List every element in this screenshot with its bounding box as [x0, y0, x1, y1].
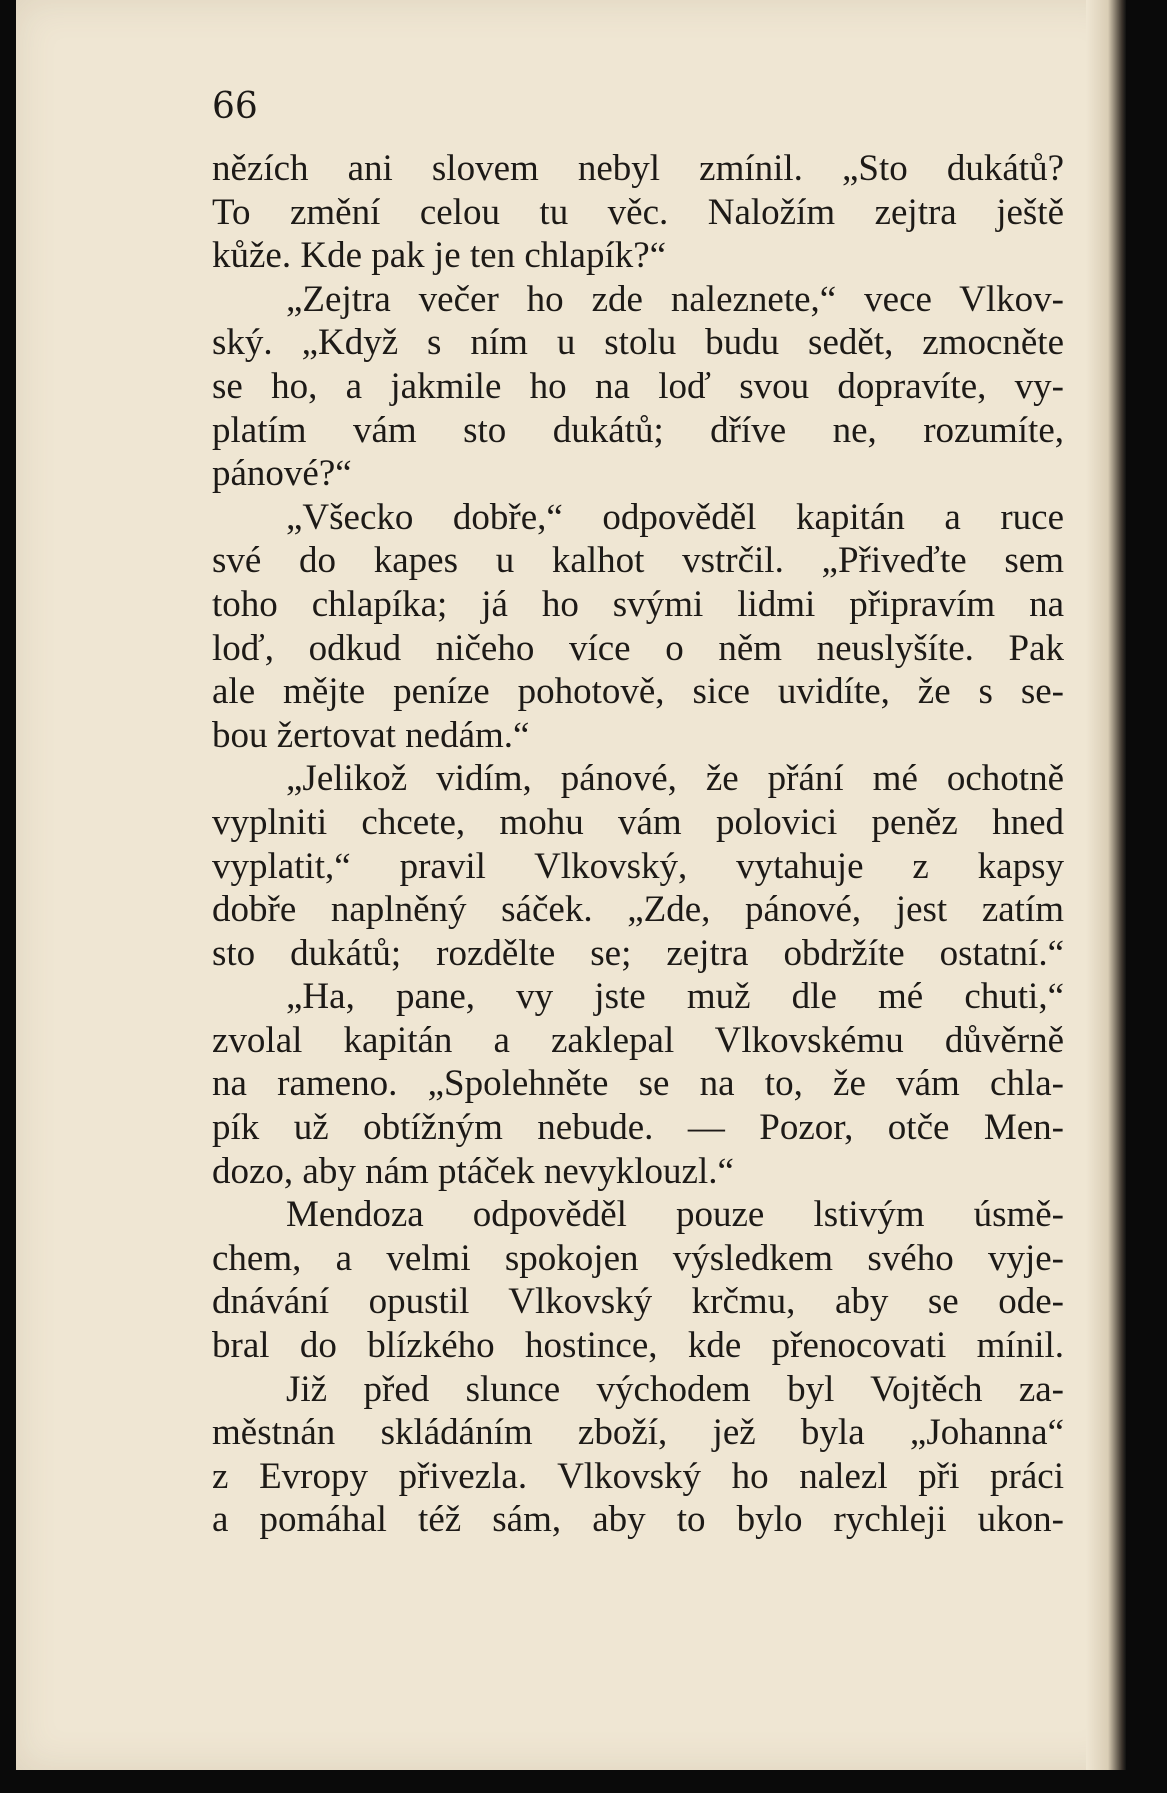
- page-number: 66: [212, 86, 258, 127]
- text-line: chem, a velmi spokojen výsledkem svého vyje-: [212, 1237, 1064, 1279]
- text-line: městnán skládáním zboží, jež byla „Johanna“: [212, 1412, 1064, 1454]
- text-line: vyplatit,“ pravil Vlkovský, vytahuje z kapsy: [212, 845, 1064, 887]
- text-line: se ho, a jakmile ho na loď svou dopravíte, vy-: [212, 365, 1064, 407]
- text-line: To změní celou tu věc. Naložím zejtra ještě: [212, 191, 1064, 233]
- text-line: „Všecko dobře,“ odpověděl kapitán a ruce: [286, 496, 1064, 538]
- text-line: ale mějte peníze pohotově, sice uvidíte, že s se-: [212, 671, 1064, 713]
- text-line: Mendoza odpověděl pouze lstivým úsmě-: [286, 1194, 1064, 1236]
- text-line: bral do blízkého hostince, kde přenocovati mínil.: [212, 1325, 1064, 1367]
- text-line: vyplniti chcete, mohu vám polovici peněz hned: [212, 801, 1064, 843]
- text-line: ský. „Když s ním u stolu budu sedět, zmocněte: [212, 322, 1064, 364]
- text-line: a pomáhal též sám, aby to bylo rychleji ukon-: [212, 1499, 1064, 1541]
- text-line: „Jelikož vidím, pánové, že přání mé ochotně: [286, 758, 1064, 800]
- text-line: pík už obtížným nebude. — Pozor, otče Men-: [212, 1107, 1064, 1149]
- text-line: z Evropy přivezla. Vlkovský ho nalezl při práci: [212, 1455, 1064, 1497]
- text-line: bou žertovat nedám.“: [212, 714, 530, 756]
- text-line: nězích ani slovem nebyl zmínil. „Sto dukátů?: [212, 148, 1064, 189]
- text-line: dozo, aby nám ptáček nevyklouzl.“: [212, 1150, 734, 1192]
- text-line: své do kapes u kalhot vstrčil. „Přiveďte sem: [212, 540, 1064, 582]
- text-line: toho chlapíka; já ho svými lidmi připravím na: [212, 583, 1064, 625]
- text-line: „Ha, pane, vy jste muž dle mé chuti,“: [286, 976, 1064, 1018]
- text-line: Již před slunce východem byl Vojtěch za-: [286, 1368, 1064, 1410]
- text-line: dobře naplněný sáček. „Zde, pánové, jest zatím: [212, 889, 1064, 931]
- text-line: platím vám sto dukátů; dříve ne, rozumíte,: [212, 409, 1064, 451]
- text-line: dnávání opustil Vlkovský krčmu, aby se ode-: [212, 1281, 1064, 1323]
- text-line: pánové?“: [212, 453, 352, 495]
- text-line: loď, odkud ničeho více o něm neuslyšíte. Pak: [212, 627, 1064, 669]
- book-page: [16, 0, 1126, 1770]
- body-text: [212, 147, 1064, 1542]
- book-gutter: [1086, 0, 1126, 1770]
- text-line: sto dukátů; rozdělte se; zejtra obdržíte ostatní.“: [212, 932, 1064, 974]
- text-line: „Zejtra večer ho zde naleznete,“ vece Vlkov-: [286, 278, 1064, 320]
- text-line: zvolal kapitán a zaklepal Vlkovskému důvěrně: [212, 1019, 1064, 1061]
- text-line: kůže. Kde pak je ten chlapík?“: [212, 235, 667, 277]
- text-line: na rameno. „Spolehněte se na to, že vám chla-: [212, 1063, 1064, 1105]
